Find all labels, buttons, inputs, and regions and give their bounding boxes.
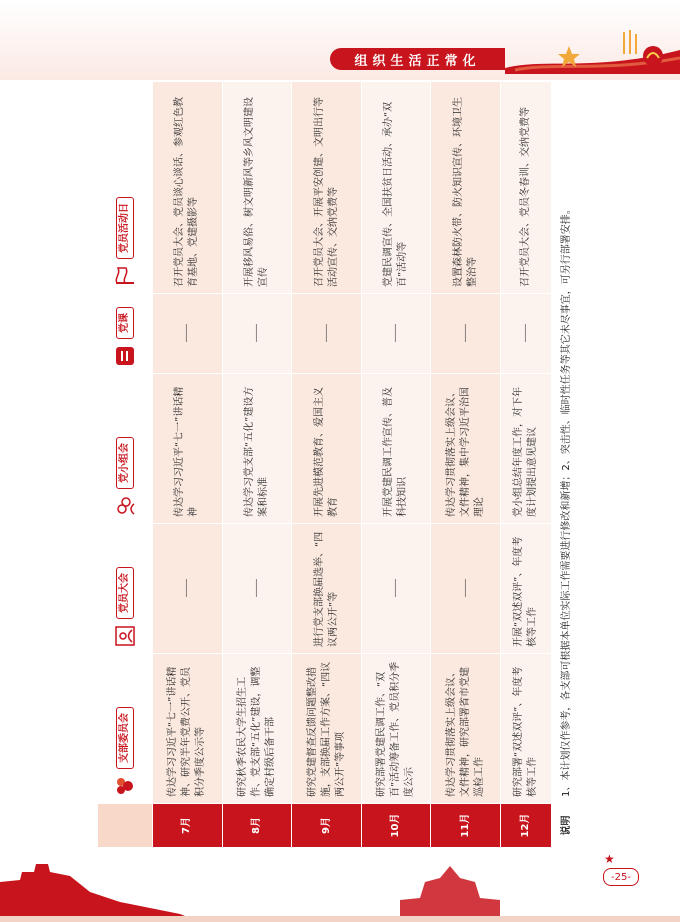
people-group-icon: [114, 775, 136, 797]
group-meeting-cell: 传达学习习近平“七一”讲话精神: [153, 374, 223, 524]
header-label: 党课: [116, 307, 134, 339]
month-cell: 7月: [153, 804, 223, 848]
group-discussion-icon: [114, 495, 136, 517]
lesson-cell: ——: [431, 294, 501, 374]
general-meeting-cell: 进行党支部换届选举、“四议两公开”等: [292, 524, 362, 654]
activity-cell: 党建民调宣传、全国扶贫日活动、承办“双百”活动等: [361, 82, 431, 294]
month-cell: 9月: [292, 804, 362, 848]
general-meeting-cell: ——: [222, 524, 292, 654]
table-row: [361, 82, 431, 848]
header-label: 党员大会: [116, 567, 134, 619]
notes-label: 说明: [551, 804, 582, 848]
committee-cell: 研究秋季农民大学生招生工作、党支部“五化”建设，调整确定村级后备干部: [222, 654, 292, 804]
activity-cell: 设置森林防火带、防火知识宣传、环境卫生整治等: [431, 82, 501, 294]
notes-text: 1、本计划仅作参考，各支部可根据本单位实际工作需要进行修改和新增；2、突击性、临时性任务等其它未尽事宜，可另行部署安排。: [551, 82, 582, 804]
committee-cell: 研究部署“双述双评”、年度考核等工作: [501, 654, 552, 804]
table-header-row: [98, 82, 153, 848]
lesson-cell: ——: [222, 294, 292, 374]
header-corner: [98, 804, 153, 848]
lesson-cell: ——: [153, 294, 223, 374]
party-flag-icon: [505, 28, 680, 74]
month-cell: 10月: [361, 804, 431, 848]
general-meeting-cell: ——: [153, 524, 223, 654]
table-row: [153, 82, 223, 848]
header-label: 党员活动日: [116, 197, 134, 259]
header-group-meeting: [98, 374, 153, 524]
notes-row: [551, 82, 582, 848]
header-activity-day: [98, 82, 153, 294]
table-row: [501, 82, 552, 848]
committee-cell: 传达学习习近平“七一”讲话精神、研究半年党费公开、党员积分季度公示等: [153, 654, 223, 804]
group-meeting-cell: 党小组总结年度工作，对下年度计划提出意见建议: [501, 374, 552, 524]
general-meeting-cell: ——: [431, 524, 501, 654]
flag-icon: [114, 265, 136, 287]
general-meeting-cell: ——: [361, 524, 431, 654]
header-label: 支部委员会: [116, 707, 134, 769]
group-meeting-cell: 开展党建民调工作宣传、普及科技知识: [361, 374, 431, 524]
page-number: -25-: [603, 868, 639, 886]
committee-cell: 研究党建督查反馈问题整改措施，支部换届工作方案、“四议两公开”等事项: [292, 654, 362, 804]
lesson-cell: ——: [292, 294, 362, 374]
lesson-cell: ——: [361, 294, 431, 374]
lesson-cell: ——: [501, 294, 552, 374]
great-wall-illustration: [0, 842, 680, 922]
header-label: 党小组会: [116, 437, 134, 489]
activity-plan-table: [97, 81, 583, 848]
general-meeting-cell: 开展“双述双评”、年度考核等工作: [501, 524, 552, 654]
group-meeting-cell: 开展先进模范教育、爱国主义教育: [292, 374, 362, 524]
activity-cell: 召开党员大会、开展平安创建、文明出行等活动宣传、交纳党费等: [292, 82, 362, 294]
section-title: 组织生活正常化: [330, 48, 505, 70]
lesson-board-icon: [114, 345, 136, 367]
committee-cell: 研究部署党建民调工作、“双百”活动筹备工作、党员积分季度公示: [361, 654, 431, 804]
table-row: [431, 82, 501, 848]
activity-cell: 开展移风易俗、树文明新风等乡风文明建设宣传: [222, 82, 292, 294]
committee-cell: 传达学习贯彻落实上级会议、文件精神，研究部署省市党建巡检工作: [431, 654, 501, 804]
header-general-meeting: [98, 524, 153, 654]
month-cell: 11月: [431, 804, 501, 848]
meeting-icon: [114, 625, 136, 647]
header-party-lesson: [98, 294, 153, 374]
table-row: [222, 82, 292, 848]
header-committee: [98, 654, 153, 804]
activity-cell: 召开党员大会、党员谈心谈话、参观红色教育基地、党建摄影等: [153, 82, 223, 294]
month-cell: 12月: [501, 804, 552, 848]
table-row: [292, 82, 362, 848]
group-meeting-cell: 传达学习党支部“五化”建设方案和标准: [222, 374, 292, 524]
group-meeting-cell: 传达学习贯彻落实上级会议、文件精神，集中学习近平治国理论: [431, 374, 501, 524]
activity-cell: 召开党员大会、党员冬春训、交纳党费等: [501, 82, 552, 294]
month-cell: 8月: [222, 804, 292, 848]
star-icon: ★: [604, 852, 615, 866]
plan-table-container: [97, 82, 583, 848]
